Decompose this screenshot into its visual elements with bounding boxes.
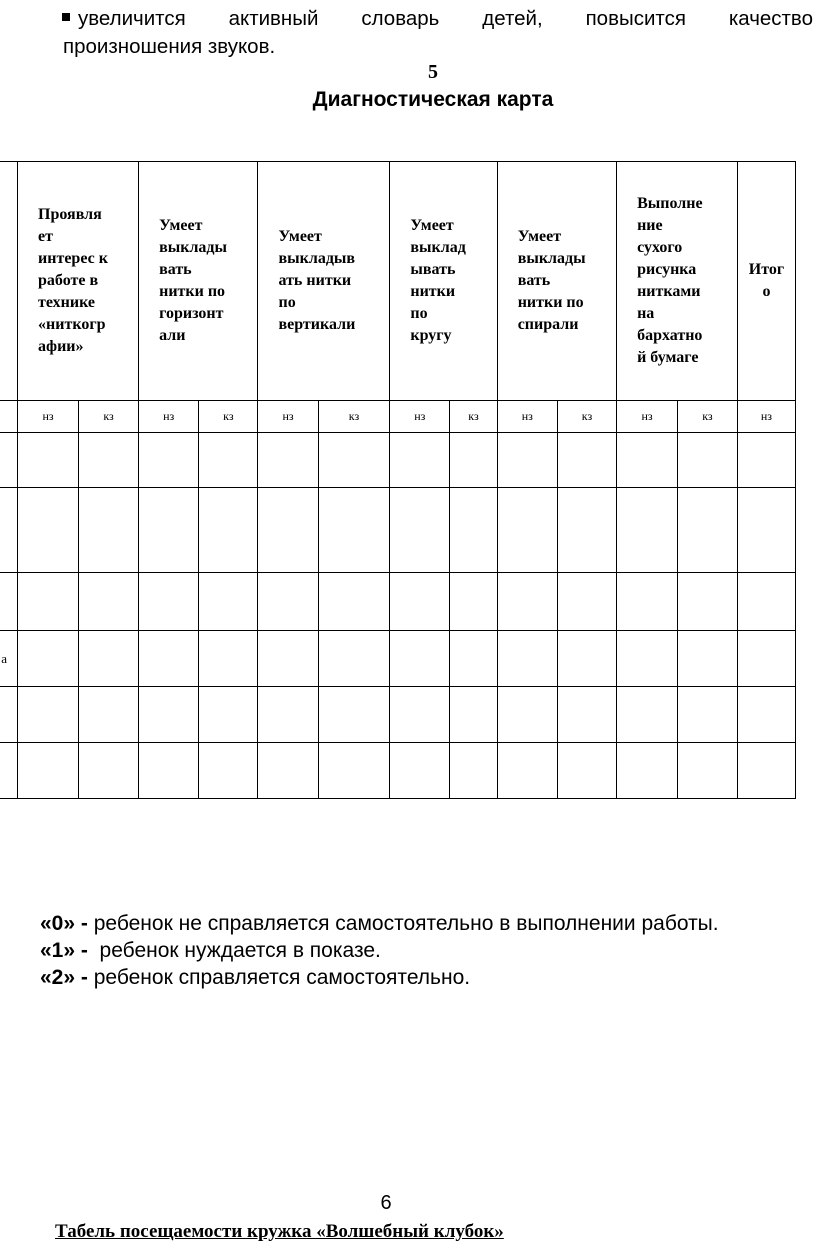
table-cell [139, 573, 199, 631]
intro-line-2: произношения звуков. [63, 35, 276, 58]
legend [40, 910, 760, 991]
table-cell [318, 488, 390, 573]
table-cell [557, 433, 616, 488]
table-cell [18, 573, 79, 631]
table-cell-child [0, 433, 18, 488]
table-cell [450, 743, 497, 799]
legend-text-1: ребенок нуждается в показе. [87, 939, 381, 962]
legend-key-0: «0» - [40, 912, 88, 935]
table-cell [199, 687, 258, 743]
table-cell [677, 687, 737, 743]
table-cell [199, 631, 258, 687]
header-cell-horizontal [139, 162, 258, 401]
table-cell [617, 631, 678, 687]
subheader-cell: кз [450, 401, 497, 433]
table-cell [557, 743, 616, 799]
table-cell [199, 573, 258, 631]
table-cell [497, 573, 557, 631]
subheader-cell: нз [497, 401, 557, 433]
legend-text-2: ребенок справляется самостоятельно. [87, 966, 471, 989]
table-cell [258, 631, 318, 687]
header-circle-text: Умеет выклад ывать нитки по кругу [410, 217, 466, 344]
table-cell [497, 631, 557, 687]
table-cell [79, 488, 139, 573]
table-cell [258, 743, 318, 799]
subheader-cell: нз [737, 401, 795, 433]
subheader-cell: нз [390, 401, 450, 433]
subheader-cell: кз [79, 401, 139, 433]
table-cell [390, 433, 450, 488]
table-cell [497, 488, 557, 573]
table-cell [258, 433, 318, 488]
header-cell-total [737, 162, 795, 401]
legend-item-0 [40, 910, 760, 937]
table-cell [450, 631, 497, 687]
table-cell [139, 687, 199, 743]
table-cell [450, 687, 497, 743]
header-total-text: Итог о [748, 261, 785, 300]
table-cell [617, 488, 678, 573]
subheader-cell: кз [199, 401, 258, 433]
table-cell [199, 433, 258, 488]
table-cell [318, 743, 390, 799]
table-cell [79, 687, 139, 743]
subheader-cell: нз [18, 401, 79, 433]
table-cell [18, 743, 79, 799]
table-cell [737, 573, 795, 631]
table-cell [258, 488, 318, 573]
table-row [0, 573, 796, 631]
table-cell [450, 488, 497, 573]
table-cell [557, 573, 616, 631]
table-cell [79, 743, 139, 799]
table-row [0, 687, 796, 743]
subheader-cell: нз [258, 401, 318, 433]
table-cell [199, 488, 258, 573]
header-cell-child [0, 162, 18, 401]
table-cell [390, 631, 450, 687]
intro-line-1: увеличится активный словарь детей, повысится качество [78, 7, 813, 30]
header-spiral-text: Умеет выклады вать нитки по спирали [517, 228, 586, 333]
header-cell-interest [18, 162, 139, 401]
legend-item-1 [40, 937, 760, 964]
table-cell [18, 433, 79, 488]
table-cell-child [0, 488, 18, 573]
subheader-cell: кз [677, 401, 737, 433]
header-cell-circle [390, 162, 497, 401]
table-cell-child [0, 743, 18, 799]
diagnostic-table [0, 161, 796, 799]
legend-key-2: «2» - [40, 966, 88, 989]
table-cell [557, 687, 616, 743]
table-cell [79, 573, 139, 631]
table-cell [390, 573, 450, 631]
section-number: 5 [428, 61, 438, 83]
header-vertical-text: Умеет выкладыв ать нитки по вертикали [278, 228, 356, 333]
table-header-row [0, 162, 796, 401]
subheader-cell: нз [139, 401, 199, 433]
header-cell-drawing [617, 162, 738, 401]
table-row [0, 433, 796, 488]
table-cell [318, 433, 390, 488]
table-cell [617, 433, 678, 488]
table-cell [617, 743, 678, 799]
table-cell [390, 743, 450, 799]
subheader-cell [0, 401, 18, 433]
legend-item-2 [40, 964, 760, 991]
header-drawing-text: Выполне ние сухого рисунка нитками на бархатно й бумаге [637, 195, 703, 366]
table-cell [497, 687, 557, 743]
table-cell-child [0, 573, 18, 631]
subheader-cell: кз [318, 401, 390, 433]
table-cell [677, 573, 737, 631]
table-cell [318, 687, 390, 743]
table-cell [18, 687, 79, 743]
table-cell [79, 631, 139, 687]
table-cell [139, 743, 199, 799]
table-cell [737, 743, 795, 799]
table-cell [617, 687, 678, 743]
table-row [0, 488, 796, 573]
table-cell-child: а [0, 631, 18, 687]
table-cell [139, 433, 199, 488]
table-row [0, 743, 796, 799]
page-number: 6 [380, 1192, 392, 1214]
table-cell [557, 488, 616, 573]
table-cell [18, 631, 79, 687]
table-cell [199, 743, 258, 799]
table-cell [737, 433, 795, 488]
table-cell [677, 743, 737, 799]
table-cell [318, 631, 390, 687]
table-cell [497, 433, 557, 488]
table-cell [318, 573, 390, 631]
table-cell [258, 687, 318, 743]
subheader-cell: нз [617, 401, 678, 433]
table-subheader-row [0, 401, 796, 433]
table-cell-child [0, 687, 18, 743]
table-cell [139, 631, 199, 687]
table-row [0, 631, 796, 687]
table-cell [79, 433, 139, 488]
next-section-title: Табель посещаемости кружка «Волшебный клубок» [55, 1221, 504, 1242]
header-horizontal-text: Умеет выклады вать нитки по горизонт али [159, 217, 228, 344]
table-cell [390, 687, 450, 743]
legend-key-1: «1» - [40, 939, 88, 962]
table-cell [617, 573, 678, 631]
table-cell [450, 433, 497, 488]
header-cell-spiral [497, 162, 616, 401]
intro-bullet [62, 6, 816, 32]
table-cell [557, 631, 616, 687]
header-cell-vertical [258, 162, 390, 401]
table-cell [677, 488, 737, 573]
legend-text-0: ребенок не справляется самостоятельно в выполнении работы. [87, 912, 719, 935]
table-cell [390, 488, 450, 573]
bullet-square-icon [62, 13, 70, 21]
table-cell [258, 573, 318, 631]
table-cell [139, 488, 199, 573]
page-title: Диагностическая карта [312, 88, 554, 111]
table-cell [677, 631, 737, 687]
table-cell [18, 488, 79, 573]
table-cell [497, 743, 557, 799]
subheader-cell: кз [557, 401, 616, 433]
table-cell [737, 687, 795, 743]
table-cell [677, 433, 737, 488]
table-cell [450, 573, 497, 631]
header-interest-text: Проявля ет интерес к работе в технике «ниткогр афии» [38, 206, 108, 355]
table-cell [737, 488, 795, 573]
table-cell [737, 631, 795, 687]
